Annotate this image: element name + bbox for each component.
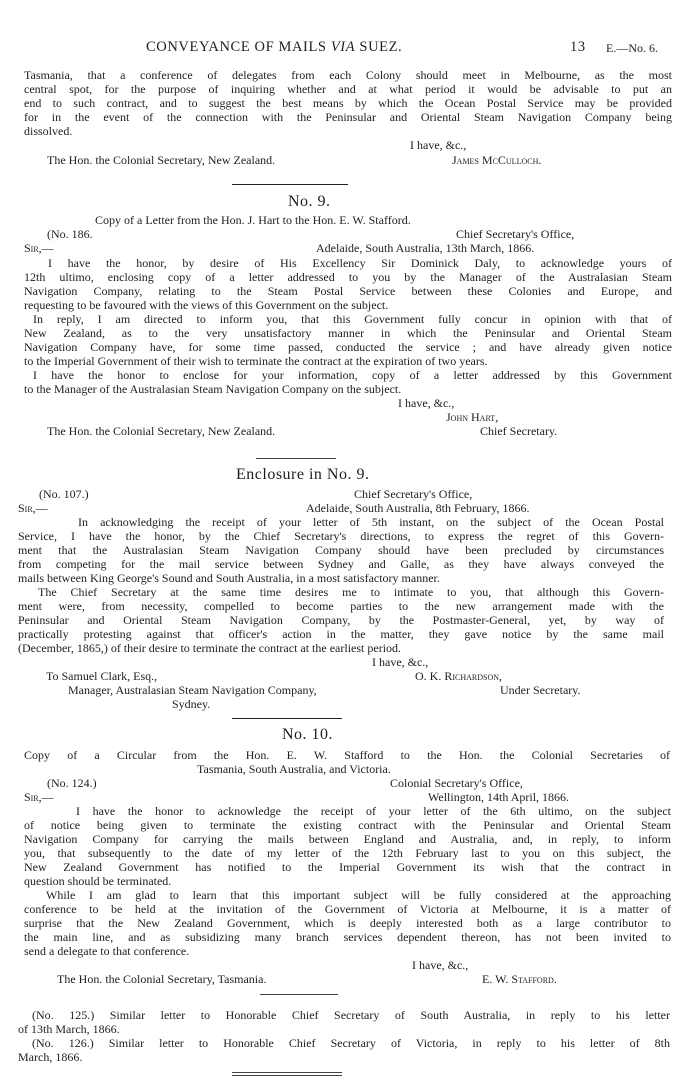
- body-line: Tasmania, that a conference of delegates from each Colony should meet in Melbourne, as the most: [24, 68, 672, 82]
- body-line: you, that subsequently to the date of my letter of the 12th February last to you on this subject, the: [24, 846, 671, 860]
- body-line: Navigation Company for carrying the mails between England and Australia, and, in reply, to inform: [24, 832, 671, 846]
- letter-caption: Copy of a Letter from the Hon. J. Hart to the Hon. E. W. Stafford.: [95, 213, 411, 227]
- body-line: Navigation Company, relating to the Steam Postal Service between these Colonies and Europe, and: [24, 284, 672, 298]
- body-line: 12th ultimo, enclosing copy of a letter addressed to you by the Manager of the Australasian Steam: [24, 270, 672, 284]
- body-line: from competing for the mail service between Sydney and Galle, as they have always conveyed the: [18, 557, 664, 571]
- body-line: practically protesting against that officer's action in the matter, they gave notice by the same mail: [18, 627, 664, 641]
- closing: I have, &c.,: [398, 396, 455, 410]
- body-line: question should be terminated.: [24, 874, 172, 888]
- end-divider: [232, 1075, 342, 1076]
- body-line: I have the honor, by desire of His Excellency Sir Dominick Daly, to acknowledge yours of: [48, 256, 672, 270]
- section-divider: [260, 994, 338, 995]
- body-line: surprise that the New Zealand Government, which is deeply interested both as a large contributor to: [24, 916, 671, 930]
- salutation: Sir,—: [18, 501, 48, 515]
- salutation: Sir,—: [24, 790, 54, 804]
- note-line: March, 1866.: [18, 1050, 83, 1064]
- body-line: the main line, and as subsidizing many branch services dependent thereon, has not been invited to: [24, 930, 671, 944]
- addressee: Manager, Australasian Steam Navigation Company,: [68, 683, 317, 697]
- letter-office: Colonial Secretary's Office,: [390, 776, 523, 790]
- letter-office: Chief Secretary's Office,: [354, 487, 473, 501]
- body-line: requesting to be favoured with the views of this Government on the subject.: [24, 298, 389, 312]
- addressee: The Hon. the Colonial Secretary, Tasmania.: [57, 972, 267, 986]
- addressee: The Hon. the Colonial Secretary, New Zealand.: [47, 424, 276, 438]
- body-line: In acknowledging the receipt of your letter of 5th instant, on the subject of the Ocean Postal: [78, 515, 664, 529]
- body-line: The Chief Secretary at the same time desires me to intimate to you, that although this Govern-: [38, 585, 664, 599]
- running-title: CONVEYANCE OF MAILS VIA SUEZ.: [146, 39, 403, 55]
- body-line: New Zealand Government has notified to the Imperial Government its wish that the contract in: [24, 860, 671, 874]
- signature-title: Chief Secretary.: [480, 424, 558, 438]
- body-line: ment that the Australasian Steam Navigation Company should have been precluded by circumstances: [18, 543, 664, 557]
- body-line: of notice being given to terminate the existing contract with the Peninsular and Oriental Steam: [24, 818, 671, 832]
- body-line: Service, I have the honor, by the Chief Secretary's directions, to express the regret of this Govern-: [18, 529, 664, 543]
- signature-title: Under Secretary.: [500, 683, 581, 697]
- addressee: Sydney.: [172, 697, 211, 711]
- closing: I have, &c.,: [372, 655, 429, 669]
- body-line: mails between King George's Sound and South Australia, in a most satisfactory manner.: [18, 571, 440, 585]
- body-line: (December, 1865,) of their desire to terminate the contract at the earliest period.: [18, 641, 402, 655]
- signature: James McCulloch.: [452, 153, 542, 167]
- letter-caption: Copy of a Circular from the Hon. E. W. Stafford to the Hon. the Colonial Secretaries of: [24, 748, 670, 762]
- signature: John Hart,: [446, 410, 499, 424]
- body-line: Peninsular and Oriental Steam Navigation Company, by the Postmaster-General, yet, by way of: [18, 613, 664, 627]
- signature: E. W. Stafford.: [482, 972, 557, 986]
- body-line: dissolved.: [24, 124, 73, 138]
- body-line: In reply, I am directed to inform you, that this Government fully concur in opinion with that of: [33, 312, 672, 326]
- note-line: of 13th March, 1866.: [18, 1022, 120, 1036]
- note-line: (No. 126.) Similar letter to Honorable Chief Secretary of Victoria, in reply to his letter of 8th: [32, 1036, 670, 1050]
- place-date: Adelaide, South Australia, 13th March, 1866.: [316, 241, 535, 255]
- body-line: ment were, from necessity, compelled to become parties to the new arrangement made with the: [18, 599, 664, 613]
- document-reference: E.—No. 6.: [606, 41, 658, 55]
- body-line: While I am glad to learn that this important subject will be fully considered at the approaching: [46, 888, 671, 902]
- place-date: Adelaide, South Australia, 8th February, 1866.: [306, 501, 530, 515]
- section-heading: No. 9.: [288, 193, 331, 210]
- body-line: to the Imperial Government of their wish to terminate the contract at the expiration of two years.: [24, 354, 488, 368]
- letter-reference: (No. 186.: [47, 227, 93, 241]
- body-line: I have the honor to acknowledge the receipt of your letter of the 6th ultimo, on the subject: [76, 804, 671, 818]
- section-heading: No. 10.: [282, 726, 334, 743]
- section-divider: [256, 458, 336, 459]
- end-divider: [232, 1072, 342, 1073]
- section-divider: [232, 184, 348, 185]
- closing: I have, &c.,: [412, 958, 469, 972]
- enclosure-heading: Enclosure in No. 9.: [236, 466, 370, 483]
- letter-reference: (No. 124.): [47, 776, 97, 790]
- letter-office: Chief Secretary's Office,: [456, 227, 575, 241]
- body-line: to the Manager of the Australasian Steam Navigation Company on the subject.: [24, 382, 402, 396]
- closing: I have, &c.,: [410, 138, 467, 152]
- page-number: 13: [570, 39, 586, 55]
- body-line: New Zealand, as to the very unsatisfactory manner in which the Peninsular and Oriental Steam: [24, 326, 672, 340]
- addressee: The Hon. the Colonial Secretary, New Zealand.: [47, 153, 276, 167]
- section-divider: [232, 718, 342, 719]
- body-line: Navigation Company have, for some time passed, conducted the service ; and have already given notice: [24, 340, 672, 354]
- addressee: To Samuel Clark, Esq.,: [46, 669, 158, 683]
- place-date: Wellington, 14th April, 1866.: [428, 790, 570, 804]
- note-line: (No. 125.) Similar letter to Honorable Chief Secretary of South Australia, in reply to his letter: [32, 1008, 670, 1022]
- body-line: conference to be held at the invitation of the Government of Victoria at Melbourne, it is a matter of: [24, 902, 671, 916]
- body-line: central spot, for the purpose of inquiring whether and at what period it would be advisable to put an: [24, 82, 672, 96]
- body-line: end to such contract, and to suggest the best means by which the Ocean Postal Service may be provided: [24, 96, 672, 110]
- body-line: send a delegate to that conference.: [24, 944, 190, 958]
- body-line: for in the event of the connection with the Peninsular and Oriental Steam Navigation Company being: [24, 110, 672, 124]
- salutation: Sir,—: [24, 241, 54, 255]
- letter-caption: Tasmania, South Australia, and Victoria.: [197, 762, 391, 776]
- letter-reference: (No. 107.): [39, 487, 89, 501]
- body-line: I have the honor to enclose for your information, copy of a letter addressed by this Government: [33, 368, 672, 382]
- signature: O. K. Richardson,: [415, 669, 503, 683]
